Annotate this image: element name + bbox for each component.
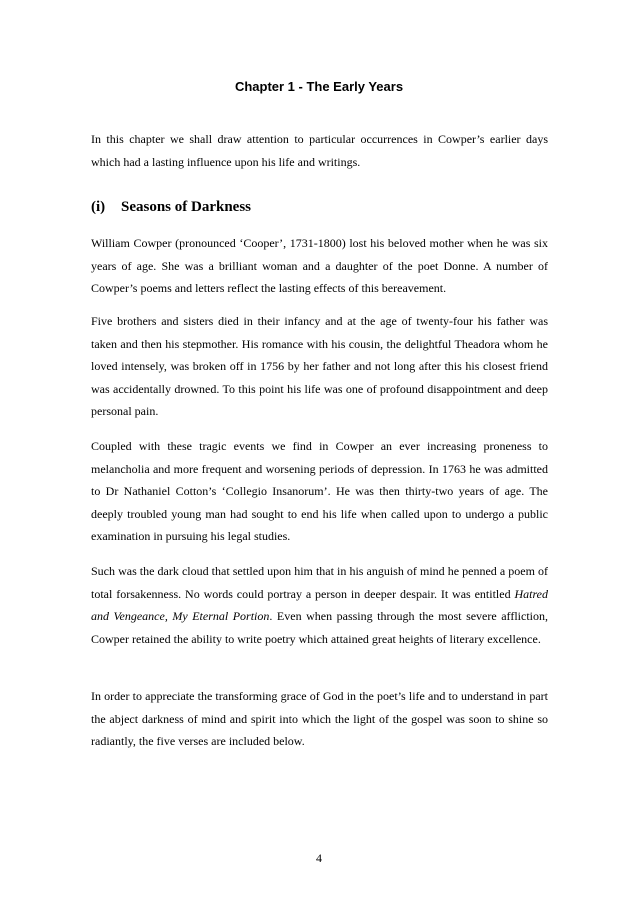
section-title: Seasons of Darkness	[121, 199, 252, 215]
paragraph-forsakenness-text-start: Such was the dark cloud that settled upon him that in his anguish of mind he penned a poem of total forsakenness. No words could portray a person in deeper despair. It was entitled	[91, 564, 548, 601]
paragraph-grace: In order to appreciate the transforming grace of God in the poet’s life and to understand in part the abject darkness of mind and spirit into which the light of the gospel was soon to shine so radiantly, the five verses are included below.	[91, 689, 548, 749]
poem-title: Hatred and Vengeance, My Eternal Portion	[91, 586, 548, 624]
paragraph-forsakenness-text-end: . Even when passing through the most severe affliction, Cowper retained the ability to write poetry which attained great heights of literary excellence.	[91, 609, 548, 646]
paragraph-melancholia: Coupled with these tragic events we find in Cowper an ever increasing proneness to melancholia and more frequent and worsening periods of depression. In 1763 he was admitted to Dr Nathaniel Cotton’s ‘Collegio Insanorum’. He was then thirty-two years of age. The deeply troubled young man had sought to end his life when called upon to undergo a public examination in pursuing his legal studies.	[91, 439, 548, 544]
section-number: (i)	[91, 199, 106, 215]
paragraph-mother: William Cowper (pronounced ‘Cooper’, 1731-1800) lost his beloved mother when he was six years of age. She was a brilliant woman and a daughter of the poet Donne. A number of Cowper’s poems and letters reflect the lasting effects of this bereavement.	[91, 236, 548, 296]
page-number: 4	[316, 851, 322, 865]
section-heading	[91, 198, 251, 216]
intro-paragraph: In this chapter we shall draw attention to particular occurrences in Cowper’s earlier days which had a lasting influence upon his life and writings.	[91, 132, 548, 169]
chapter-title: Chapter 1 - The Early Years	[234, 79, 404, 94]
paragraph-forsakenness	[91, 560, 548, 650]
paragraph-family-losses: Five brothers and sisters died in their infancy and at the age of twenty-four his father was taken and then his stepmother. His romance with his cousin, the delightful Theadora whom he loved intensely, was broken off in 1756 by her father and not long after this his closest friend was accidentally drowned. To this point his life was one of profound disappointment and deep personal pain.	[91, 314, 548, 419]
